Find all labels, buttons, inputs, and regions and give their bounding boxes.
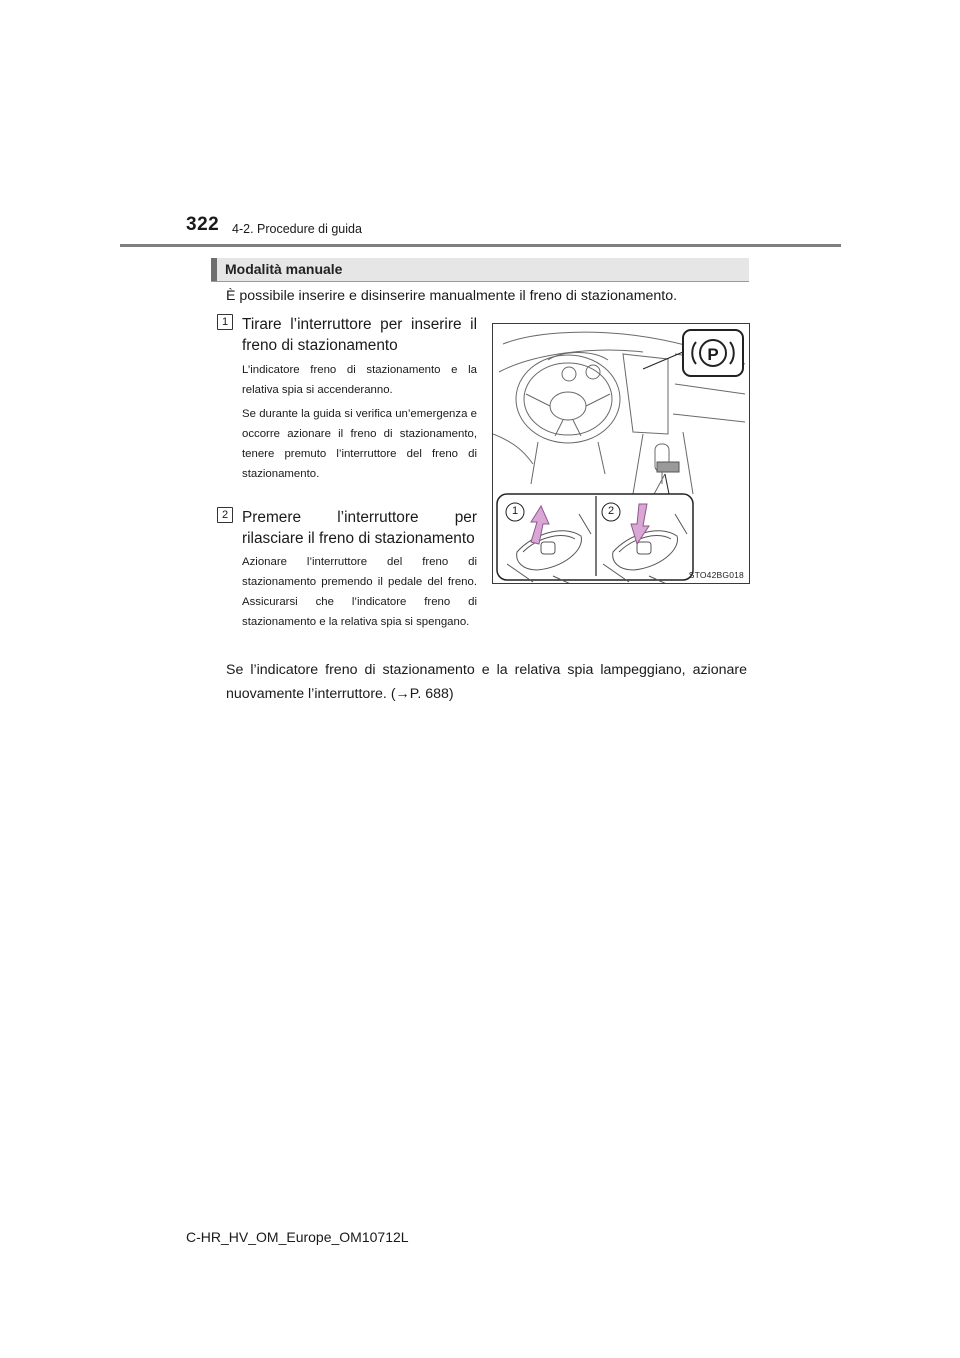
section-heading: Modalità manuale [225, 261, 343, 277]
step-1-note-1: L’indicatore freno di stazionamento e la relativa spia si accenderanno. [242, 364, 477, 396]
parking-indicator-symbol: P [707, 345, 719, 364]
page-number: 322 [186, 214, 220, 235]
step-2-note-1: Azionare l’interruttore del freno di stazionamento premendo il pedale del freno. Assicurarsi che l’indicatore freno di stazionamento e la relativa spia si spengano. [242, 556, 477, 628]
intro-text: È possibile inserire e disinserire manualmente il freno di stazionamento. [226, 288, 678, 304]
step-2-title: Premere l’interruttore per rilasciare il freno di stazionamento [242, 509, 477, 547]
step-1-number: 1 [217, 314, 233, 330]
document-code-footer: C-HR_HV_OM_Europe_OM10712L [186, 1229, 409, 1245]
header-divider [120, 244, 841, 247]
closing-text: Se l’indicatore freno di stazionamento e la relativa spia lampeggiano, azionare nuovamente l’interruttore. (→P. 688) [226, 662, 747, 702]
step-1-title: Tirare l’interruttore per inserire il freno di stazionamento [242, 316, 477, 354]
figure-code: STO42BG018 [688, 570, 744, 580]
step-2-number: 2 [217, 507, 233, 523]
callout-2: 2 [607, 505, 615, 517]
callout-1: 1 [511, 505, 519, 517]
parking-brake-illustration [492, 323, 750, 584]
section-title: 4-2. Procedure di guida [232, 222, 362, 236]
heading-accent [211, 258, 217, 281]
step-1-note-2: Se durante la guida si verifica un’emergenza e occorre azionare il freno di stazionamento, tenere premuto l’interruttore del freno di stazionamento. [242, 408, 477, 480]
section-heading-bar [211, 258, 749, 282]
